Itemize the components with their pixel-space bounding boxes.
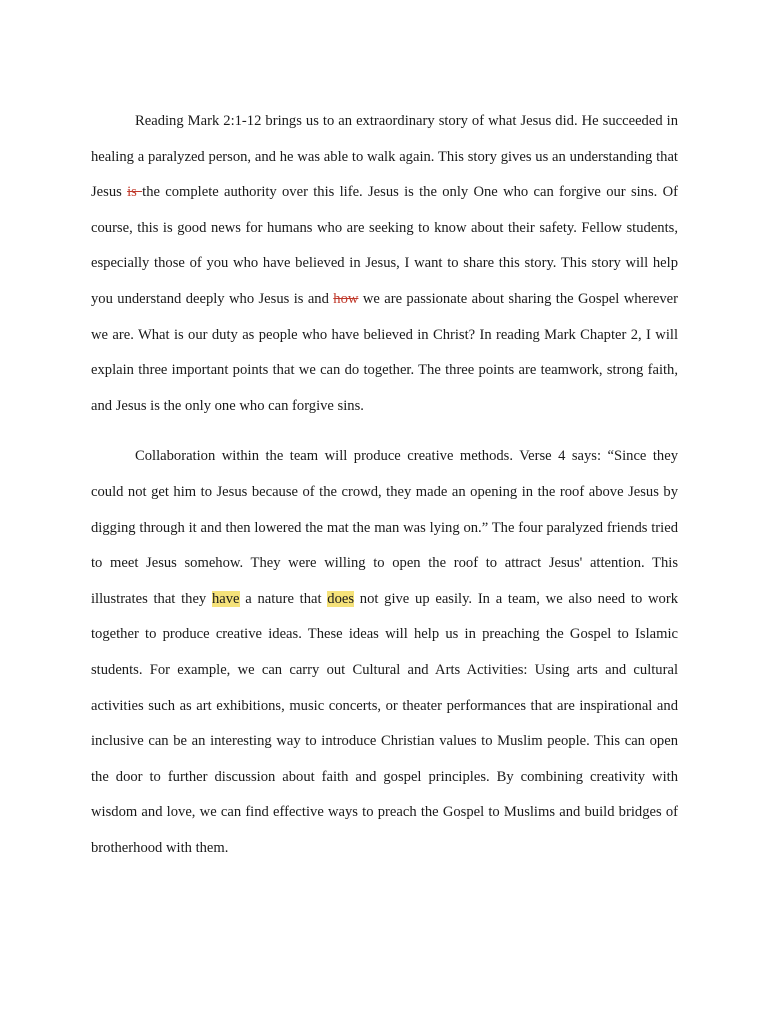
paragraph-1 <box>91 104 678 424</box>
paragraph-1-text-3: we are passionate about sharing the Gospel wherever we are. What is our duty as people who have believed in Christ? In reading Mark Chapter 2, I will explain three important points that we can do together. The three points are teamwork, strong faith, and Jesus is the only one who can forgive sins. <box>91 290 678 414</box>
paragraph-1-text-1: Reading Mark 2:1-12 brings us to an extraordinary story of what Jesus did. He succeeded in healing a paralyzed person, and he was able to walk again. This story gives us an understanding that Jesus <box>91 113 678 201</box>
paragraph-2-text-3: not give up easily. In a team, we also need to work together to produce creative ideas. These ideas will help us in preaching the Gospel to Islamic students. For example, we can carry out Cultural and Arts Activities: Using arts and cultural activities such as art exhibitions, music concerts, or theater performances that are inspirational and inclusive can be an interesting way to introduce Christian values to Muslim people. This can open the door to further discussion about faith and gospel principles. By combining creativity with wisdom and love, we can find effective ways to preach the Gospel to Muslims and build bridges of brotherhood with them. <box>91 590 679 856</box>
deleted-text-how: how <box>333 290 359 307</box>
paragraph-2 <box>91 439 678 866</box>
document-body <box>91 104 678 866</box>
highlighted-text-does: does <box>327 590 355 607</box>
paragraph-1-text-2: the complete authority over this life. Jesus is the only One who can forgive our sins. Of course, this is good news for humans who are seeking to know about their safety. Fellow students, especially those of you who have believed in Jesus, I want to share this story. This story will help you understand deeply who Jesus is and <box>91 184 678 307</box>
paragraph-2-text-2: a nature that <box>239 590 328 607</box>
highlighted-text-have: have <box>211 590 240 607</box>
deleted-text-is: is <box>127 184 143 201</box>
paragraph-2-text-1: Collaboration within the team will produce creative methods. Verse 4 says: “Since they could not get him to Jesus because of the crowd, they made an opening in the roof above Jesus by digging through it and then lowered the mat the man was lying on.” The four paralyzed friends tried to meet Jesus somehow. They were willing to open the roof to attract Jesus' attention. This illustrates that they <box>91 448 678 607</box>
